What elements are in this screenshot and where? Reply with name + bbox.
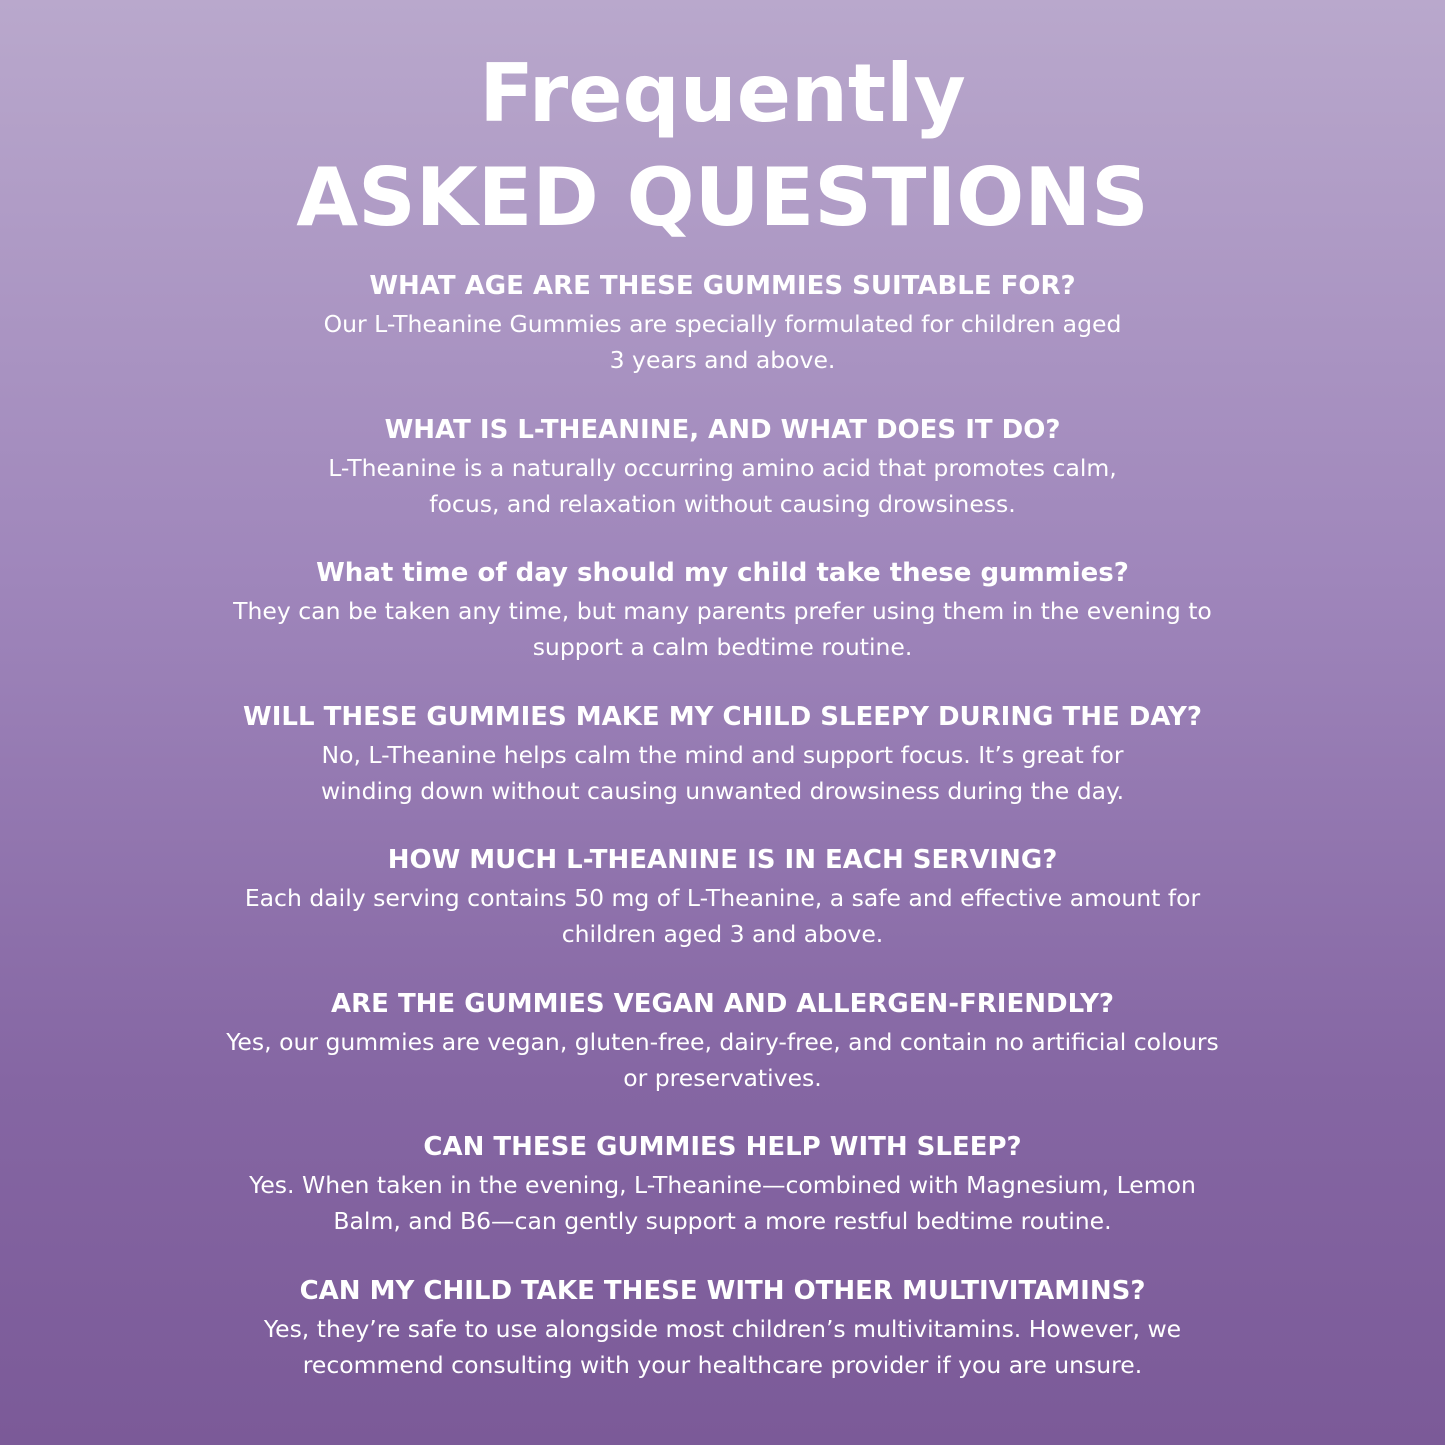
faq-list	[0, 266, 1445, 1414]
page-title-line-2: ASKED QUESTIONS	[296, 151, 1149, 244]
faq-answer	[0, 1167, 1445, 1239]
faq-answer-line: Yes, our gummies are vegan, gluten-free, dairy-free, and contain no artificial colours	[226, 1027, 1219, 1056]
faq-question: What time of day should my child take these gummies?	[316, 558, 1129, 588]
faq-question: HOW MUCH L-THEANINE IS IN EACH SERVING?	[387, 845, 1058, 875]
faq-answer	[0, 306, 1445, 378]
faq-answer-line: Yes, they’re safe to use alongside most children’s multivitamins. However, we	[263, 1314, 1182, 1343]
faq-answer	[0, 1024, 1445, 1096]
faq-question: CAN MY CHILD TAKE THESE WITH OTHER MULTIVITAMINS?	[299, 1275, 1146, 1306]
faq-answer-line: 3 years and above.	[609, 346, 836, 374]
faq-answer-line: Yes. When taken in the evening, L-Theanine—combined with Magnesium, Lemon	[249, 1171, 1196, 1199]
faq-answer-line: No, L-Theanine helps calm the mind and support focus. It’s great for	[321, 740, 1124, 769]
faq-question: WHAT IS L-THEANINE, AND WHAT DOES IT DO?	[384, 414, 1061, 445]
faq-answer-line: Balm, and B6—can gently support a more restful bedtime routine.	[333, 1207, 1112, 1235]
faq-question: ARE THE GUMMIES VEGAN AND ALLERGEN-FRIENDLY?	[330, 988, 1115, 1019]
faq-answer-line: focus, and relaxation without causing drowsiness.	[429, 489, 1016, 518]
page-title-line-1: Frequently	[479, 47, 966, 140]
faq-item	[0, 840, 1445, 984]
faq-item	[0, 1271, 1445, 1415]
faq-answer	[0, 593, 1445, 665]
faq-question: WILL THESE GUMMIES MAKE MY CHILD SLEEPY DURING THE DAY?	[243, 701, 1202, 732]
faq-answer	[0, 880, 1445, 952]
faq-item	[0, 266, 1445, 410]
faq-answer-line: L-Theanine is a naturally occurring amino acid that promotes calm,	[328, 453, 1117, 482]
faq-answer-line: They can be taken any time, but many parents prefer using them in the evening to	[233, 597, 1212, 625]
faq-answer-line: winding down without causing unwanted drowsiness during the day.	[320, 776, 1125, 805]
faq-item	[0, 410, 1445, 554]
faq-question: CAN THESE GUMMIES HELP WITH SLEEP?	[423, 1132, 1022, 1162]
faq-answer-line: children aged 3 and above.	[561, 920, 884, 948]
faq-item	[0, 1127, 1445, 1271]
faq-answer-line: Our L-Theanine Gummies are specially formulated for children aged	[323, 310, 1122, 338]
faq-answer	[0, 450, 1445, 522]
faq-item	[0, 984, 1445, 1128]
faq-answer-line: or preservatives.	[623, 1063, 822, 1092]
faq-answer-line: support a calm bedtime routine.	[532, 633, 913, 661]
faq-question: WHAT AGE ARE THESE GUMMIES SUITABLE FOR?	[369, 271, 1076, 301]
faq-item	[0, 697, 1445, 841]
faq-answer-line: recommend consulting with your healthcare provider if you are unsure.	[302, 1350, 1143, 1379]
faq-item	[0, 553, 1445, 697]
faq-answer	[0, 1311, 1445, 1383]
faq-answer-line: Each daily serving contains 50 mg of L-Theanine, a safe and effective amount for	[244, 884, 1201, 912]
faq-answer	[0, 737, 1445, 809]
